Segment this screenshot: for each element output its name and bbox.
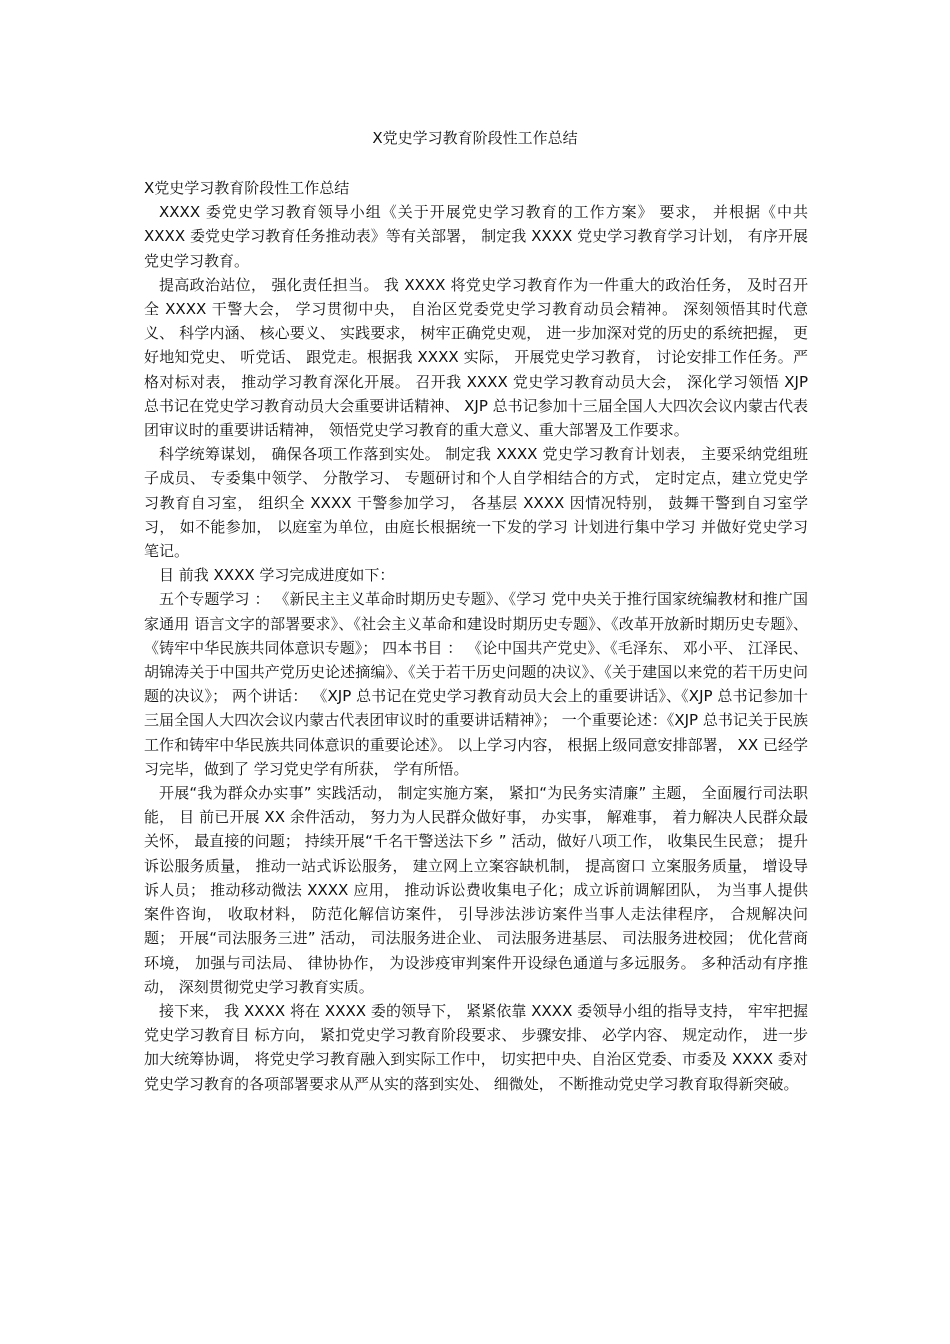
document-title: X党史学习教育阶段性工作总结 [372, 129, 578, 147]
document-body [144, 176, 808, 1096]
paragraph-practice-activities: 开展“我为群众办实事” 实践活动， 制定实施方案， 紧扣“为民务实清廉” 主题， 全面履行司法职能， 目 前已开展 XX 余件活动， 努力为人民群众做好事， 办实事， 解难事， 着力解决人民群众最关怀， 最直接的问题； 持续开展“千名干警送法下乡 ” 活动，做好八项工作， 收集民生民意； 提升诉讼服务质量， 推动一站式诉讼服务， 建立网上立案容缺机制， 提高窗口 立案服务质量， 增设导诉人员； 推动移动微法 XXXX 应用， 推动诉讼费收集电子化；成立诉前调解团队， 为当事人提供案件咨询， 收取材料， 防范化解信访案件， 引导涉法涉访案件当事人走法律程序， 合规解决问题； 开展“司法服务三进” 活动， 司法服务进企业、 司法服务进基层、 司法服务进校园； 优化营商环境， 加强与司法局、 律协协作， 为设涉疫审判案件开设绿色通道与多远服务。 多种活动有序推动， 深刻贯彻党史学习教育实质。 [144, 784, 808, 996]
paragraph-intro: XXXX 委党史学习教育领导小组《关于开展党史学习教育的工作方案》 要求， 并根据《中共 XXXX 委党史学习教育任务推动表》等有关部署， 制定我 XXXX 党史学习教育学习计划， 有序开展党史学习教育。 [144, 203, 808, 270]
paragraph-political-stance: 提高政治站位， 强化责任担当。 我 XXXX 将党史学习教育作为一件重大的政治任务， 及时召开全 XXXX 干警大会， 学习贯彻中央， 自治区党委党史学习教育动员会精神。 深刻领悟其时代意义、 科学内涵、 核心要义、 实践要求， 树牢正确党史观， 进一步加深对党的历史的系统把握， 更好地知党史、 听党话、 跟党走。根据我 XXXX 实际， 开展党史学习教育， 讨论安排工作任务。严格对标对表， 推动学习教育深化开展。 召开我 XXXX 党史学习教育动员大会， 深化学习领悟 XJP 总书记在党史学习教育动员大会重要讲话精神、 XJP 总书记参加十三届全国人大四次会议内蒙古代表团审议时的重要讲话精神， 领悟党史学习教育的重大意义、重大部署及工作要求。 [144, 275, 808, 440]
paragraph-progress-intro: 目 前我 XXXX 学习完成进度如下： [159, 566, 395, 585]
paragraph-next-steps: 接下来， 我 XXXX 将在 XXXX 委的领导下， 紧紧依靠 XXXX 委领导小组的指导支持， 牢牢把握党史学习教育目 标方向， 紧扣党史学习教育阶段要求、 步骤安排、 必学内容、 规定动作， 进一步加大统筹协调， 将党史学习教育融入到实际工作中， 切实把中央、自治区党委、市委及 XXXX 委对党史学习教育的各项部署要求从严从实的落到实处、 细微处， 不断推动党史学习教育取得新突破。 [144, 1001, 808, 1093]
document-subtitle: X党史学习教育阶段性工作总结 [144, 179, 350, 197]
paragraph-study-content: 五个专题学习 ： 《新民主主义革命时期历史专题》、《学习 党中央关于推行国家统编教材和推广国家通用 语言文字的部署要求》、《社会主义革命和建设时期历史专题》、《改革开放新时期历史专题》、《铸牢中华民族共同体意识专题》； 四本书目 ： 《论中国共产党史》、《毛泽东、 邓小平、 江泽民、 胡锦涛关于中国共产党历史论述摘编》、《关于若干历史问题的决议》、《关于建国以来党的若干历史问题的决议》； 两个讲话： 《XJP 总书记在党史学习教育动员大会上的重要讲话》、《XJP 总书记参加十三届全国人大四次会议内蒙古代表团审议时的重要讲话精神》； 一个重要论述：《XJP 总书记关于民族工作和铸牢中华民族共同体意识的重要论述》。 以上学习内容， 根据上级同意安排部署， XX 已经学习完毕，做到了 学习党史学有所获， 学有所悟。 [144, 590, 808, 778]
paragraph-planning: 科学统筹谋划， 确保各项工作落到实处。 制定我 XXXX 党史学习教育计划表， 主要采纳党组班子成员、 专委集中领学、 分散学习、 专题研讨和个人自学相结合的方式， 定时定点，建立党史学习教育自习室， 组织全 XXXX 干警参加学习， 各基层 XXXX 因情况特别， 鼓舞干警到自习室学习， 如不能参加， 以庭室为单位，由庭长根据统一下发的学习 计划进行集中学习 并做好党史学习笔记。 [144, 445, 808, 561]
